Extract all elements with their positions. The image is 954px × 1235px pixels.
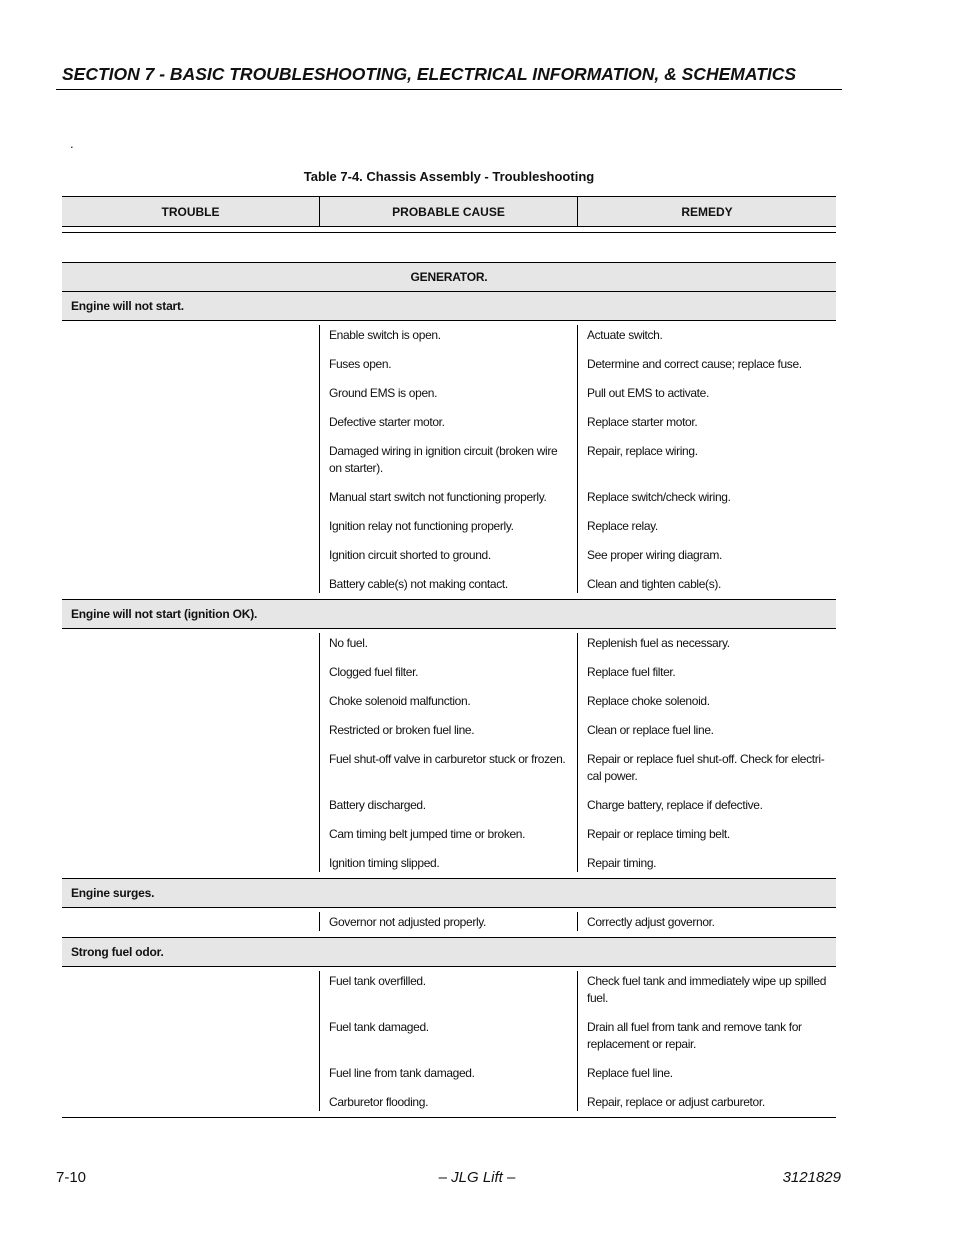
probable-cause-cell: Restricted or broken fuel line. <box>320 720 578 749</box>
remedy-cell: Repair, replace or adjust carburetor. <box>587 1095 765 1109</box>
remedy-cell: Repair or replace timing belt. <box>587 827 730 841</box>
remedy-cell: Replace fuel line. <box>587 1066 673 1080</box>
remedy-cell: Repair, replace wiring. <box>587 444 698 458</box>
table-row <box>320 441 836 487</box>
trouble-empty-cell <box>62 971 320 1111</box>
troubleshooting-table-body <box>62 262 836 1118</box>
remedy-cell: Actuate switch. <box>587 328 663 342</box>
remedy-cell: Drain all fuel from tank and remove tank for replacement or repair. <box>587 1020 802 1051</box>
probable-cause-cell: Choke solenoid malfunction. <box>320 691 578 720</box>
remedy-cell: Correctly adjust governor. <box>587 915 715 929</box>
probable-cause-cell: Ground EMS is open. <box>320 383 578 412</box>
table-row <box>320 853 836 872</box>
table-row <box>320 720 836 749</box>
trouble-empty-cell <box>62 325 320 593</box>
column-header-trouble: TROUBLE <box>62 197 320 226</box>
table-title: Table 7-4. Chassis Assembly - Troubleshooting <box>303 169 595 184</box>
table-row <box>320 516 836 545</box>
remedy-cell: Replenish fuel as necessary. <box>587 636 730 650</box>
trouble-row: Engine will not start. <box>62 291 836 320</box>
probable-cause-cell: Ignition relay not functioning properly. <box>320 516 578 545</box>
remedy-cell: Clean and tighten cable(s). <box>587 577 721 591</box>
table-row <box>320 1017 836 1063</box>
trouble-empty-cell <box>62 912 320 931</box>
cause-remedy-block <box>62 907 836 937</box>
page-number: 7-10 <box>56 1169 87 1186</box>
probable-cause-cell: Defective starter motor. <box>320 412 578 441</box>
stray-dot: . <box>70 136 74 151</box>
cause-remedy-rows <box>320 971 836 1111</box>
cause-remedy-block <box>62 320 836 599</box>
table-row <box>320 545 836 574</box>
remedy-cell: Determine and correct cause; replace fuse. <box>587 357 802 371</box>
remedy-cell: Replace starter motor. <box>587 415 698 429</box>
trouble-empty-cell <box>62 633 320 872</box>
table-row <box>320 487 836 516</box>
probable-cause-cell: Fuel tank overfilled. <box>320 971 578 1017</box>
table-row <box>320 662 836 691</box>
cause-remedy-block <box>62 628 836 878</box>
remedy-cell: See proper wiring diagram. <box>587 548 722 562</box>
remedy-cell: Charge battery, replace if defective. <box>587 798 763 812</box>
table-row <box>320 574 836 593</box>
trouble-row: Strong fuel odor. <box>62 937 836 966</box>
probable-cause-cell: Ignition circuit shorted to ground. <box>320 545 578 574</box>
remedy-cell: Repair or replace fuel shut-off. Check for electri-cal power. <box>587 752 825 783</box>
probable-cause-cell: Clogged fuel filter. <box>320 662 578 691</box>
table-row <box>320 824 836 853</box>
header-rule <box>56 89 842 90</box>
table-header-row <box>62 196 836 227</box>
table-row <box>320 795 836 824</box>
probable-cause-cell: Cam timing belt jumped time or broken. <box>320 824 578 853</box>
probable-cause-cell: Enable switch is open. <box>320 325 578 354</box>
table-row <box>320 325 836 354</box>
probable-cause-cell: Fuses open. <box>320 354 578 383</box>
probable-cause-cell: Ignition timing slipped. <box>320 853 578 872</box>
remedy-cell: Clean or replace fuel line. <box>587 723 714 737</box>
remedy-cell: Replace choke solenoid. <box>587 694 710 708</box>
table-row <box>320 383 836 412</box>
probable-cause-cell: No fuel. <box>320 633 578 662</box>
trouble-groups <box>62 291 836 1117</box>
cause-remedy-block <box>62 966 836 1117</box>
table-row <box>320 971 836 1017</box>
cause-remedy-rows <box>320 912 836 931</box>
section-header: SECTION 7 - BASIC TROUBLESHOOTING, ELECTRICAL INFORMATION, & SCHEMATICS <box>62 64 797 84</box>
table-row <box>320 412 836 441</box>
cause-remedy-rows <box>320 633 836 872</box>
category-row: GENERATOR. <box>62 262 836 291</box>
trouble-row: Engine will not start (ignition OK). <box>62 599 836 628</box>
probable-cause-cell: Governor not adjusted properly. <box>320 912 578 931</box>
footer-brand: – JLG Lift – <box>438 1169 516 1186</box>
table-row <box>320 912 836 931</box>
table-row <box>320 1063 836 1092</box>
remedy-cell: Repair timing. <box>587 856 657 870</box>
table-row <box>320 749 836 795</box>
table-row <box>320 354 836 383</box>
remedy-cell: Pull out EMS to activate. <box>587 386 709 400</box>
probable-cause-cell: Carburetor flooding. <box>320 1092 578 1111</box>
table-row <box>320 633 836 662</box>
cause-remedy-rows <box>320 325 836 593</box>
remedy-cell: Check fuel tank and immediately wipe up spilled fuel. <box>587 974 827 1005</box>
probable-cause-cell: Fuel shut-off valve in carburetor stuck or frozen. <box>320 749 578 795</box>
column-header-probable-cause: PROBABLE CAUSE <box>320 197 578 226</box>
probable-cause-cell: Manual start switch not functioning properly. <box>320 487 578 516</box>
probable-cause-cell: Battery discharged. <box>320 795 578 824</box>
table-row <box>320 1092 836 1111</box>
table-row <box>320 691 836 720</box>
document-number: 3121829 <box>782 1169 841 1186</box>
probable-cause-cell: Fuel line from tank damaged. <box>320 1063 578 1092</box>
column-header-remedy: REMEDY <box>681 204 733 219</box>
probable-cause-cell: Damaged wiring in ignition circuit (broken wire on starter). <box>320 441 578 487</box>
remedy-cell: Replace fuel filter. <box>587 665 676 679</box>
remedy-cell: Replace relay. <box>587 519 658 533</box>
remedy-cell: Replace switch/check wiring. <box>587 490 731 504</box>
probable-cause-cell: Battery cable(s) not making contact. <box>320 574 578 593</box>
header-bottom-rule <box>62 232 836 233</box>
probable-cause-cell: Fuel tank damaged. <box>320 1017 578 1063</box>
trouble-row: Engine surges. <box>62 878 836 907</box>
